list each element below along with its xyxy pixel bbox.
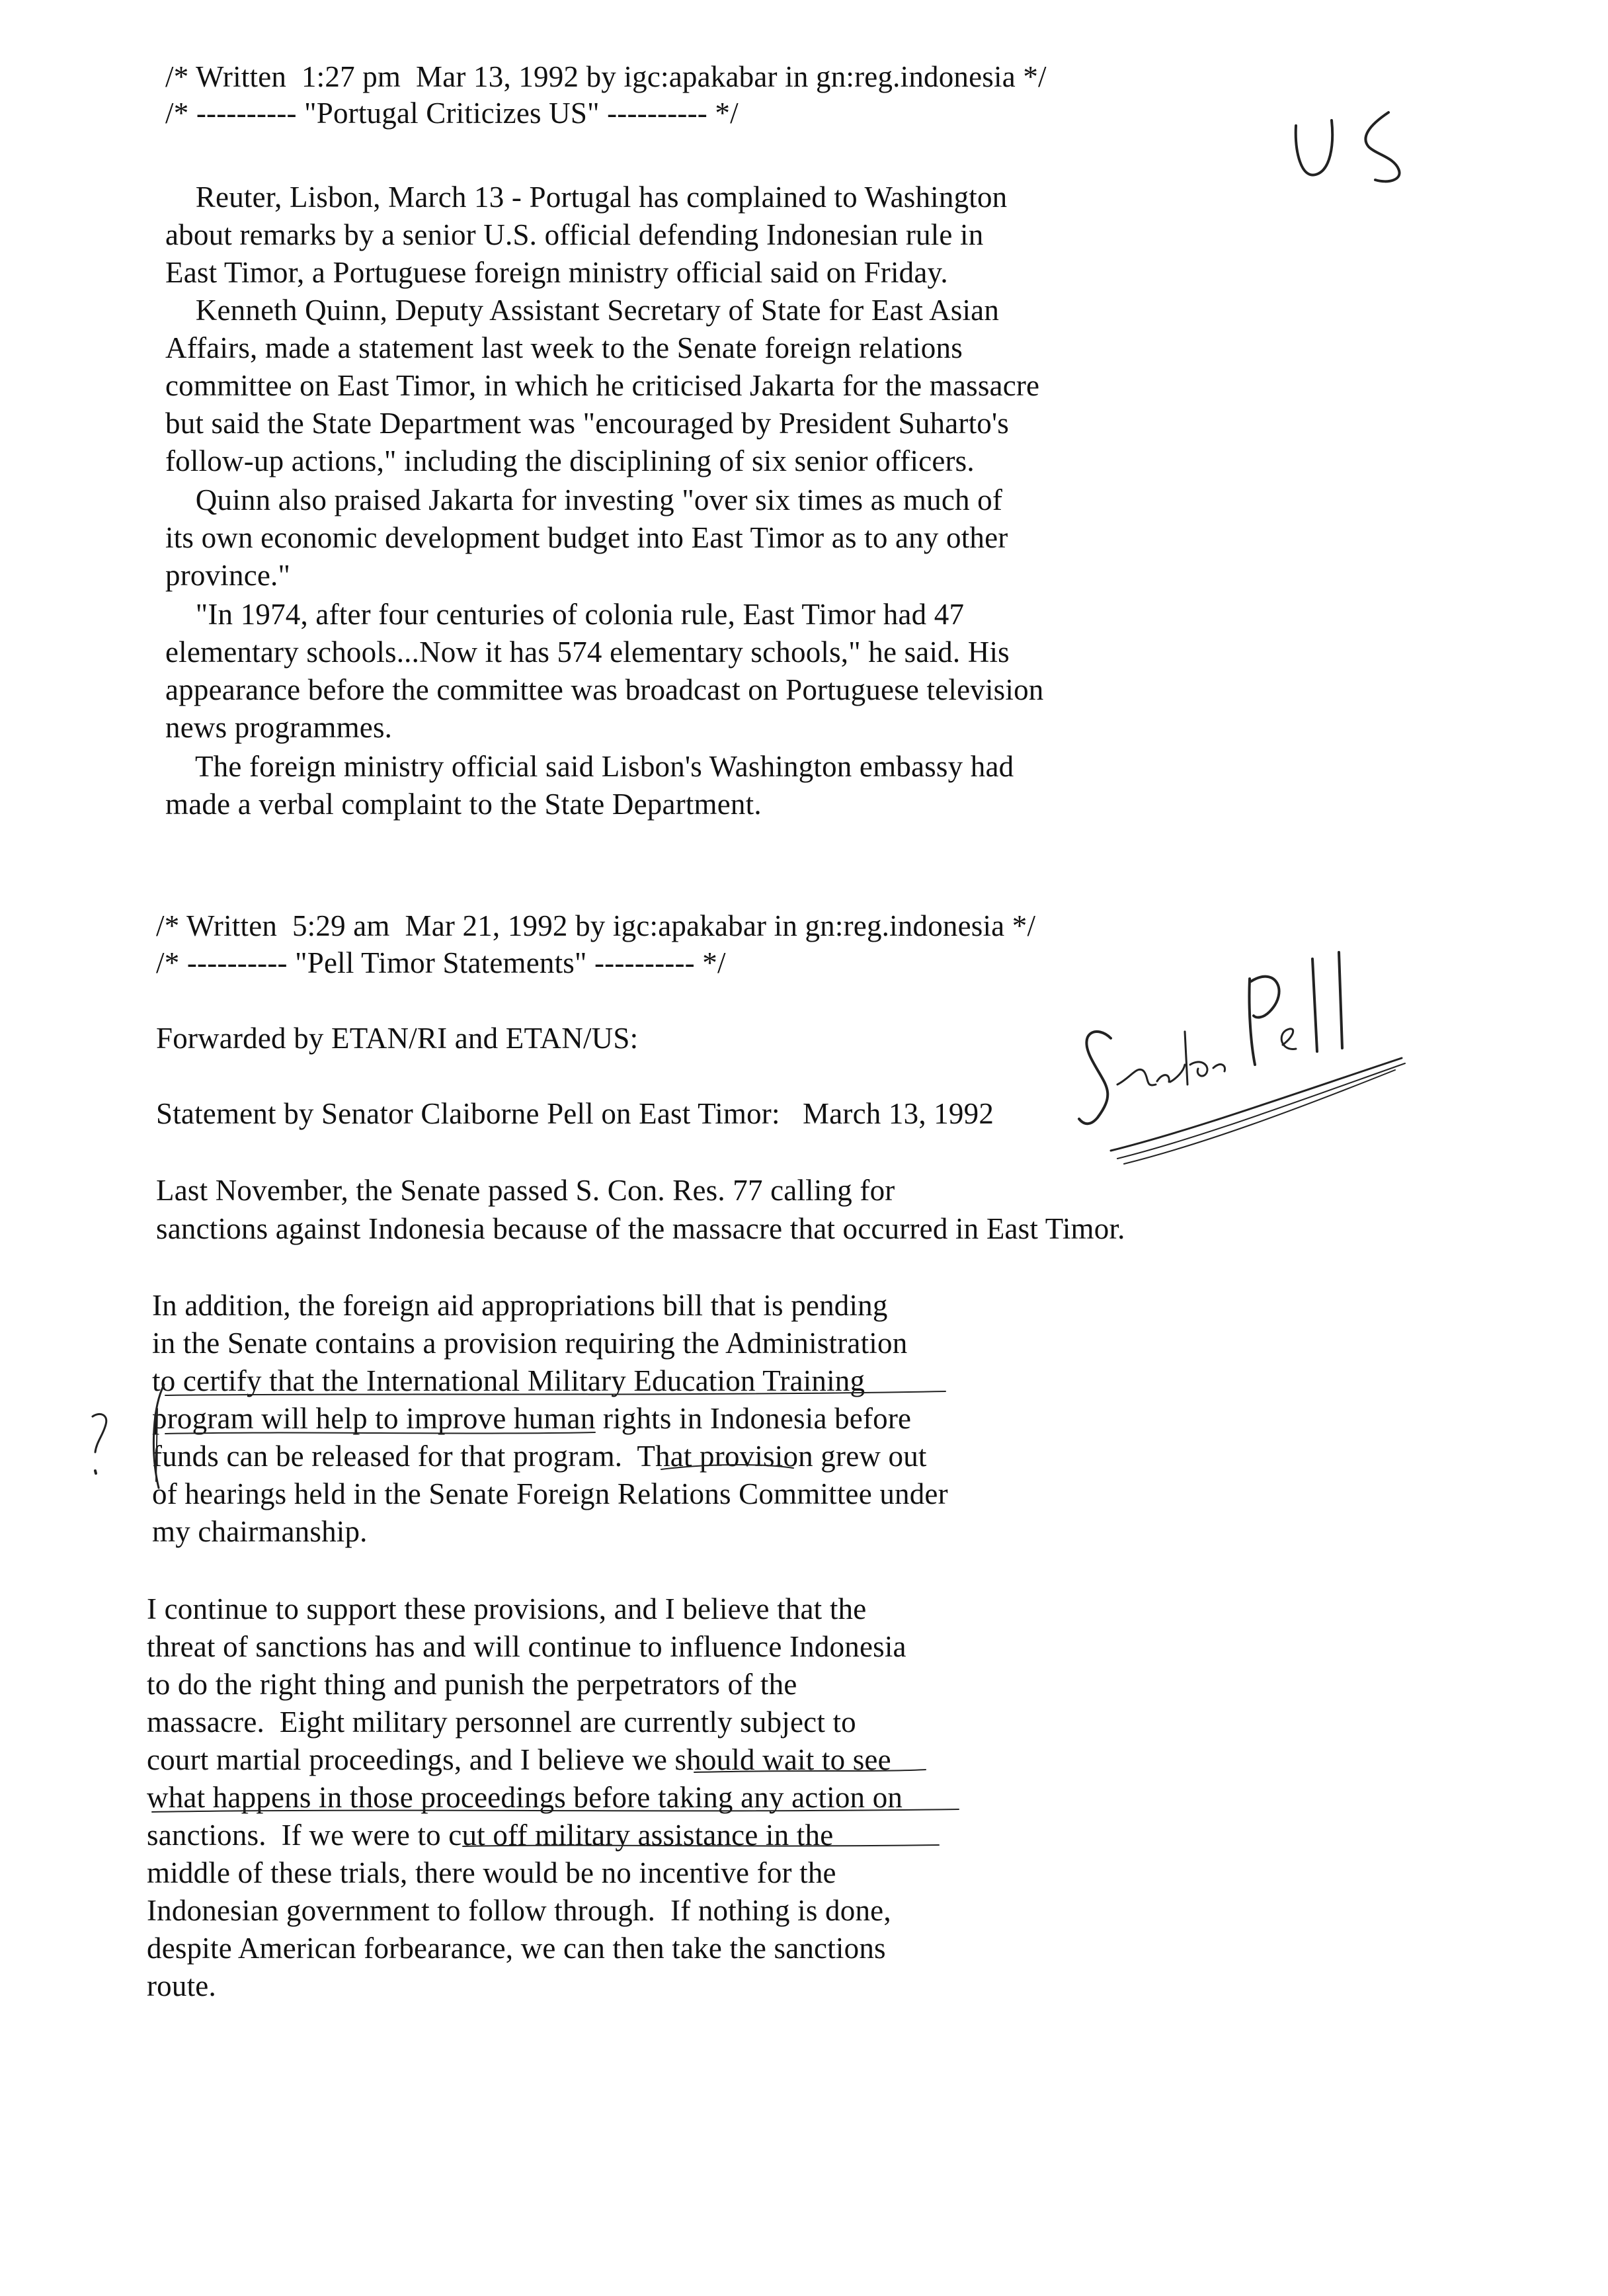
paragraph3-line: court martial proceedings, and I believe we should wait to see (147, 1743, 891, 1776)
paragraph3-line: threat of sanctions has and will continue to influence Indonesia (147, 1630, 906, 1663)
paragraph3-line: Indonesian government to follow through. If nothing is done, (147, 1894, 891, 1927)
paragraph2-line: In addition, the foreign aid appropriations bill that is pending (152, 1289, 888, 1322)
article1-body-line: The foreign ministry official said Lisbon's Washington embassy had (165, 750, 1014, 783)
article1-body-line: follow-up actions," including the disciplining of six senior officers. (165, 444, 975, 477)
paragraph2-line: funds can be released for that program. That provision grew out (152, 1440, 927, 1473)
article1-body-line: "In 1974, after four centuries of colonia rule, East Timor had 47 (165, 598, 965, 631)
paragraph2-line: program will help to improve human rights in Indonesia before (152, 1402, 912, 1435)
paragraph2-line: my chairmanship. (152, 1515, 368, 1548)
paragraph3-line: I continue to support these provisions, and I believe that the (147, 1592, 867, 1625)
article1-body-line: Kenneth Quinn, Deputy Assistant Secretary of State for East Asian (165, 294, 1000, 327)
paragraph2-line: of hearings held in the Senate Foreign Relations Committee under (152, 1477, 948, 1510)
paragraph3-line: middle of these trials, there would be no incentive for the (147, 1856, 836, 1889)
article1-body-line: elementary schools...Now it has 574 elementary schools," he said. His (165, 636, 1010, 669)
article1-body-line: made a verbal complaint to the State Department. (165, 788, 762, 821)
paragraph3-line: despite American forbearance, we can then take the sanctions (147, 1932, 886, 1965)
paragraph2-line: in the Senate contains a provision requiring the Administration (152, 1327, 908, 1360)
paragraph3-line: sanctions. If we were to cut off military assistance in the (147, 1819, 834, 1852)
article1-body-line: Quinn also praised Jakarta for investing "over six times as much of (165, 483, 1003, 516)
article1-body-line: Affairs, made a statement last week to the Senate foreign relations (165, 331, 963, 364)
paragraph1-line: sanctions against Indonesia because of the massacre that occurred in East Timor. (156, 1212, 1125, 1245)
article2-header-line1: /* Written 5:29 am Mar 21, 1992 by igc:apakabar in gn:reg.indonesia */ (156, 909, 1036, 942)
paragraph3-line: massacre. Eight military personnel are currently subject to (147, 1705, 856, 1739)
article1-body-line: Reuter, Lisbon, March 13 - Portugal has complained to Washington (165, 181, 1008, 214)
forwarded-line: Forwarded by ETAN/RI and ETAN/US: (156, 1022, 639, 1055)
paragraph3-line: what happens in those proceedings before taking any action on (147, 1781, 903, 1814)
article1-body-line: its own economic development budget into East Timor as to any other (165, 521, 1008, 554)
article1-body-line: but said the State Department was "encouraged by President Suharto's (165, 407, 1010, 440)
paragraph1-line: Last November, the Senate passed S. Con. Res. 77 calling for (156, 1174, 895, 1207)
article1-header-line1: /* Written 1:27 pm Mar 13, 1992 by igc:apakabar in gn:reg.indonesia */ (165, 60, 1047, 93)
paragraph2-line: to certify that the International Military Education Training (152, 1364, 865, 1397)
article1-body-line: news programmes. (165, 711, 393, 744)
article1-body-line: appearance before the committee was broadcast on Portuguese television (165, 673, 1044, 706)
article1-body-line: province." (165, 559, 291, 592)
article1-body-line: about remarks by a senior U.S. official defending Indonesian rule in (165, 218, 984, 251)
statement-line: Statement by Senator Claiborne Pell on East Timor: March 13, 1992 (156, 1097, 994, 1130)
article1-body-line: committee on East Timor, in which he criticised Jakarta for the massacre (165, 369, 1040, 402)
paragraph3-line: to do the right thing and punish the perpetrators of the (147, 1668, 797, 1701)
article1-body-line: East Timor, a Portuguese foreign ministry official said on Friday. (165, 256, 948, 289)
article1-header-line2: /* ---------- "Portugal Criticizes US" ---------- */ (165, 97, 739, 130)
article2-header-line2: /* ---------- "Pell Timor Statements" ---------- */ (156, 946, 726, 979)
paragraph3-line: route. (147, 1969, 216, 2002)
